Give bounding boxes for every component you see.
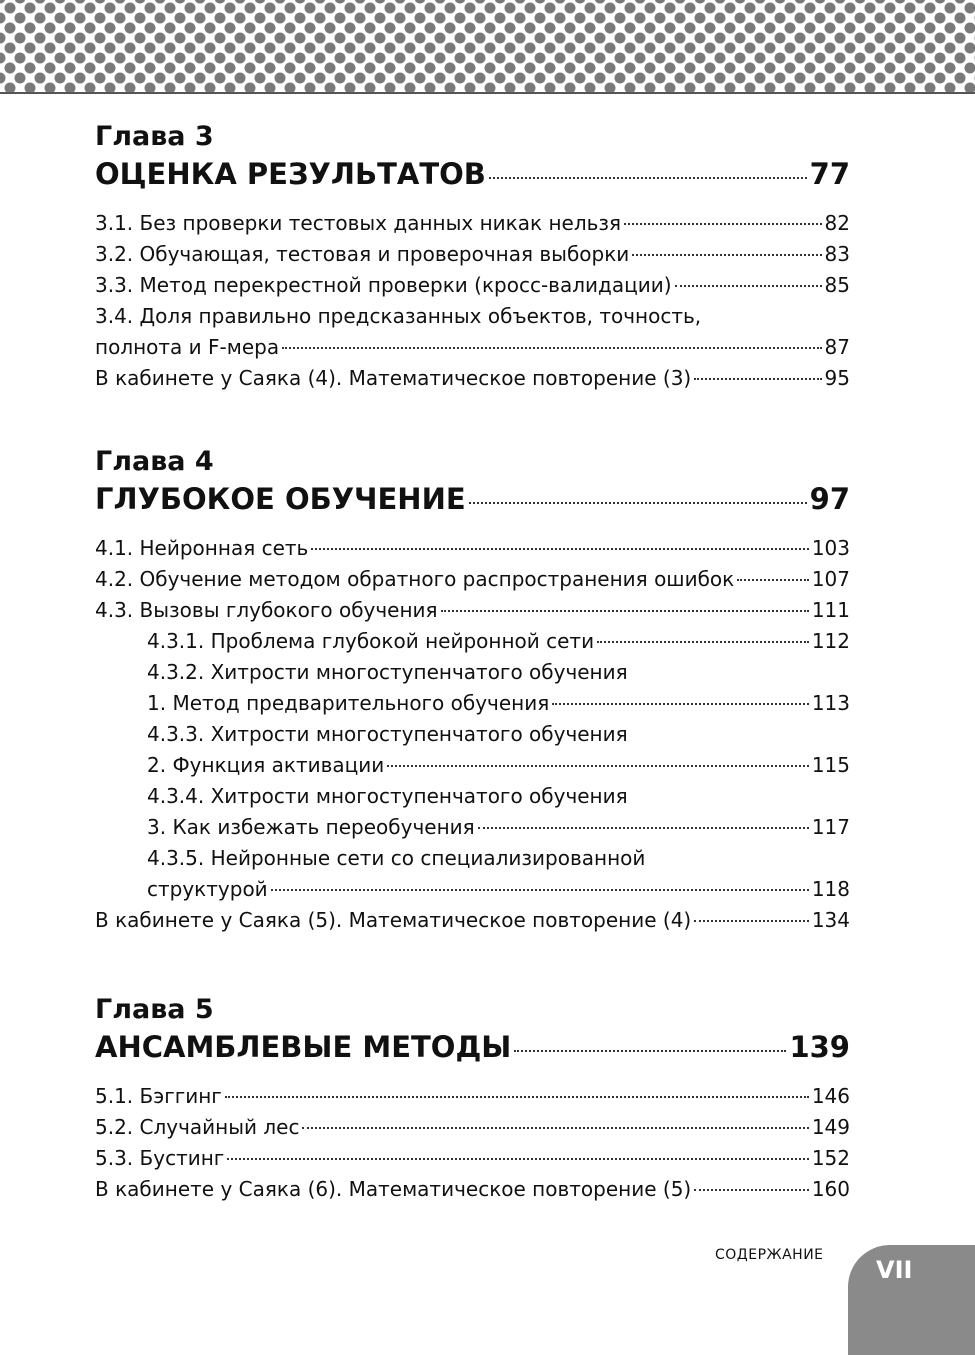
entry-page: 83 <box>824 242 850 266</box>
dot-leader <box>271 889 809 891</box>
entry-page: 118 <box>811 877 850 901</box>
entry-title-line-1: 3.4. Доля правильно предсказанных объектов, точность, <box>95 304 702 328</box>
toc-entry-multiline[interactable] <box>95 301 850 363</box>
dotted-header-pattern <box>0 0 975 94</box>
chapter-title-entry[interactable] <box>95 1027 850 1067</box>
entry-title: полнота и F-мера <box>95 335 280 359</box>
entry-title: 2. Функция активации <box>147 753 385 777</box>
entry-title: 4.2. Обучение методом обратного распространения ошибок <box>95 567 735 591</box>
dot-leader <box>694 920 809 922</box>
entry-page: 87 <box>824 335 850 359</box>
entry-title-line-1: 4.3.4. Хитрости многоступенчатого обучения <box>147 784 628 808</box>
dot-leader <box>441 610 809 612</box>
entry-page: 134 <box>811 908 850 932</box>
entry-title: 1. Метод предварительного обучения <box>147 691 550 715</box>
entry-title: В кабинете у Саяка (5). Математическое повторение (4) <box>95 908 692 932</box>
entry-title: структурой <box>147 877 268 901</box>
entry-page: 107 <box>811 567 850 591</box>
dot-leader <box>694 378 821 380</box>
page-number: VII <box>876 1256 913 1284</box>
dot-leader <box>387 765 809 767</box>
entry-title: 3.3. Метод перекрестной проверки (кросс-валидации) <box>95 273 672 297</box>
toc-entry[interactable] <box>95 1143 850 1174</box>
entry-title: 4.3. Вызовы глубокого обучения <box>95 598 438 622</box>
toc-subentry[interactable] <box>95 626 850 657</box>
chapter-title: АНСАМБЛЕВЫЕ МЕТОДЫ <box>95 1030 512 1064</box>
entry-page: 85 <box>824 273 850 297</box>
entry-title-line-1: 4.3.5. Нейронные сети со специализированной <box>147 846 646 870</box>
toc-entry[interactable] <box>95 1174 850 1205</box>
toc-entry[interactable] <box>95 564 850 595</box>
chapter-title: ГЛУБОКОЕ ОБУЧЕНИЕ <box>95 482 466 516</box>
chapter-title: ОЦЕНКА РЕЗУЛЬТАТОВ <box>95 157 486 191</box>
toc-entry[interactable] <box>95 595 850 626</box>
chapter-page: 139 <box>789 1030 850 1064</box>
dot-leader <box>694 1189 809 1191</box>
toc-entry[interactable] <box>95 270 850 301</box>
dot-leader <box>469 502 807 504</box>
dot-leader <box>311 548 808 550</box>
entry-title-line-1: 4.3.2. Хитрости многоступенчатого обучения <box>147 660 628 684</box>
entry-title: 5.3. Бустинг <box>95 1146 225 1170</box>
toc-entry[interactable] <box>95 239 850 270</box>
entry-page: 115 <box>811 753 850 777</box>
entry-title: 5.2. Случайный лес <box>95 1115 300 1139</box>
chapter-title-entry[interactable] <box>95 479 850 519</box>
entry-page: 149 <box>811 1115 850 1139</box>
dot-leader <box>632 254 821 256</box>
toc-entry[interactable] <box>95 363 850 394</box>
dot-leader <box>737 579 809 581</box>
toc-entry[interactable] <box>95 533 850 564</box>
entry-page: 82 <box>824 211 850 235</box>
toc-subentry-multiline[interactable] <box>95 781 850 843</box>
entry-title: 4.1. Нейронная сеть <box>95 536 309 560</box>
toc-subentry-multiline[interactable] <box>95 843 850 905</box>
chapter-5-section <box>95 993 850 1205</box>
entry-page: 111 <box>811 598 850 622</box>
chapter-page: 77 <box>809 157 850 191</box>
chapter-page: 97 <box>809 482 850 516</box>
chapter-3-section <box>95 120 850 394</box>
entry-title: 4.3.1. Проблема глубокой нейронной сети <box>147 629 595 653</box>
entry-page: 112 <box>811 629 850 653</box>
entry-title: 3.2. Обучающая, тестовая и проверочная выборки <box>95 242 630 266</box>
dot-leader <box>624 223 821 225</box>
entry-title: 3.1. Без проверки тестовых данных никак нельзя <box>95 211 622 235</box>
entry-page: 103 <box>811 536 850 560</box>
dot-leader <box>514 1050 786 1052</box>
dot-leader <box>552 703 809 705</box>
chapter-label: Глава 4 <box>95 446 214 477</box>
entry-page: 95 <box>824 366 850 390</box>
entry-page: 152 <box>811 1146 850 1170</box>
toc-entry[interactable] <box>95 1081 850 1112</box>
chapter-title-entry[interactable] <box>95 154 850 194</box>
chapter-label: Глава 3 <box>95 121 214 152</box>
dot-leader <box>227 1158 809 1160</box>
chapter-label: Глава 5 <box>95 994 214 1025</box>
section-label: СОДЕРЖАНИЕ <box>715 1247 824 1263</box>
toc-entry[interactable] <box>95 905 850 936</box>
dot-leader <box>302 1127 808 1129</box>
dot-leader <box>282 347 821 349</box>
entry-title: В кабинете у Саяка (4). Математическое повторение (3) <box>95 366 692 390</box>
entry-title: В кабинете у Саяка (6). Математическое повторение (5) <box>95 1177 692 1201</box>
dot-leader <box>597 641 809 643</box>
entry-page: 146 <box>811 1084 850 1108</box>
entry-page: 113 <box>811 691 850 715</box>
toc-entry[interactable] <box>95 1112 850 1143</box>
toc-subentry-multiline[interactable] <box>95 657 850 719</box>
entry-title-line-1: 4.3.3. Хитрости многоступенчатого обучения <box>147 722 628 746</box>
entry-page: 117 <box>811 815 850 839</box>
entry-page: 160 <box>811 1177 850 1201</box>
entry-title: 5.1. Бэггинг <box>95 1084 222 1108</box>
entry-title: 3. Как избежать переобучения <box>147 815 475 839</box>
dot-leader <box>478 827 809 829</box>
toc-subentry-multiline[interactable] <box>95 719 850 781</box>
chapter-4-section <box>95 445 850 936</box>
dot-leader <box>675 285 822 287</box>
dot-leader <box>489 177 807 179</box>
dot-leader <box>225 1096 809 1098</box>
toc-entry[interactable] <box>95 208 850 239</box>
